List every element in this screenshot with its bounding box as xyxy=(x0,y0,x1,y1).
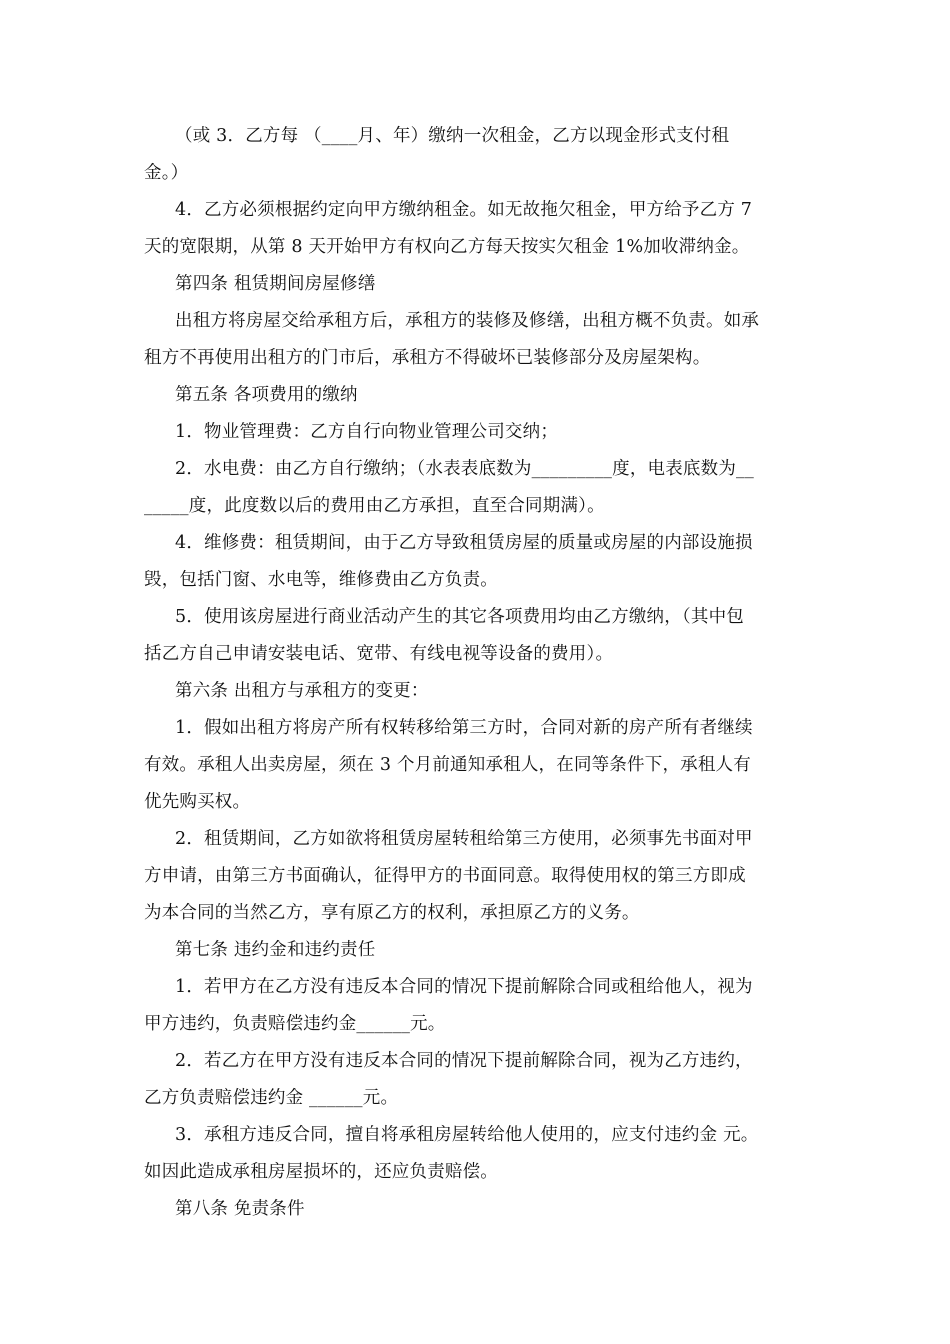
section-heading: 第四条 租赁期间房屋修缮 xyxy=(175,274,376,294)
document-body xyxy=(144,118,808,1228)
text-line: 甲方违约，负责赔偿违约金______元。 xyxy=(144,1014,446,1034)
text-line: 如因此造成承租房屋损坏的，还应负责赔偿。 xyxy=(144,1162,498,1182)
text-line: 优先购买权。 xyxy=(144,792,251,812)
text-line: 金。） xyxy=(144,163,189,183)
text-line: 2．水电费：由乙方自行缴纳；（水表表底数为_________度，电表底数为__ xyxy=(175,459,754,479)
text-line: 5．使用该房屋进行商业活动产生的其它各项费用均由乙方缴纳，（其中包 xyxy=(175,607,744,627)
text-line: 1．物业管理费：乙方自行向物业管理公司交纳； xyxy=(175,422,559,442)
section-heading: 第五条 各项费用的缴纳 xyxy=(175,385,358,405)
text-line: 方申请，由第三方书面确认，征得甲方的书面同意。取得使用权的第三方即成 xyxy=(144,866,746,886)
text-line: 毁，包括门窗、水电等，维修费由乙方负责。 xyxy=(144,570,498,590)
text-line: 出租方将房屋交给承租方后，承租方的装修及修缮，出租方概不负责。如承 xyxy=(175,311,760,331)
text-line: 括乙方自己申请安装电话、宽带、有线电视等设备的费用）。 xyxy=(144,644,614,664)
text-line: 1．若甲方在乙方没有违反本合同的情况下提前解除合同或租给他人，视为 xyxy=(175,977,753,997)
text-line: _____度，此度数以后的费用由乙方承担，直至合同期满）。 xyxy=(144,496,605,516)
text-line: 2．若乙方在甲方没有违反本合同的情况下提前解除合同，视为乙方违约， xyxy=(175,1051,753,1071)
section-heading: 第八条 免责条件 xyxy=(175,1199,305,1219)
text-line: 4．乙方必须根据约定向甲方缴纳租金。如无故拖欠租金，甲方给予乙方 7 xyxy=(175,200,753,220)
section-heading: 第七条 违约金和违约责任 xyxy=(175,940,376,960)
text-line: 2．租赁期间，乙方如欲将租赁房屋转租给第三方使用，必须事先书面对甲 xyxy=(175,829,753,849)
text-line: 租方不再使用出租方的门市后，承租方不得破坏已装修部分及房屋架构。 xyxy=(144,348,711,368)
section-heading: 第六条 出租方与承租方的变更： xyxy=(175,681,429,701)
text-line: 有效。承租人出卖房屋，须在 3 个月前通知承租人，在同等条件下，承租人有 xyxy=(144,755,751,775)
text-line: （或 3．乙方每 （____月、年）缴纳一次租金，乙方以现金形式支付租 xyxy=(175,126,730,146)
text-line: 天的宽限期，从第 8 天开始甲方有权向乙方每天按实欠租金 1%加收滞纳金。 xyxy=(144,237,750,257)
text-line: 4．维修费：租赁期间，由于乙方导致租赁房屋的质量或房屋的内部设施损 xyxy=(175,533,753,553)
text-line: 乙方负责赔偿违约金 ______元。 xyxy=(144,1088,399,1108)
text-line: 1．假如出租方将房产所有权转移给第三方时，合同对新的房产所有者继续 xyxy=(175,718,753,738)
text-line: 为本合同的当然乙方，享有原乙方的权利，承担原乙方的义务。 xyxy=(144,903,640,923)
text-line: 3．承租方违反合同，擅自将承租房屋转给他人使用的，应支付违约金 元。 xyxy=(175,1125,759,1145)
